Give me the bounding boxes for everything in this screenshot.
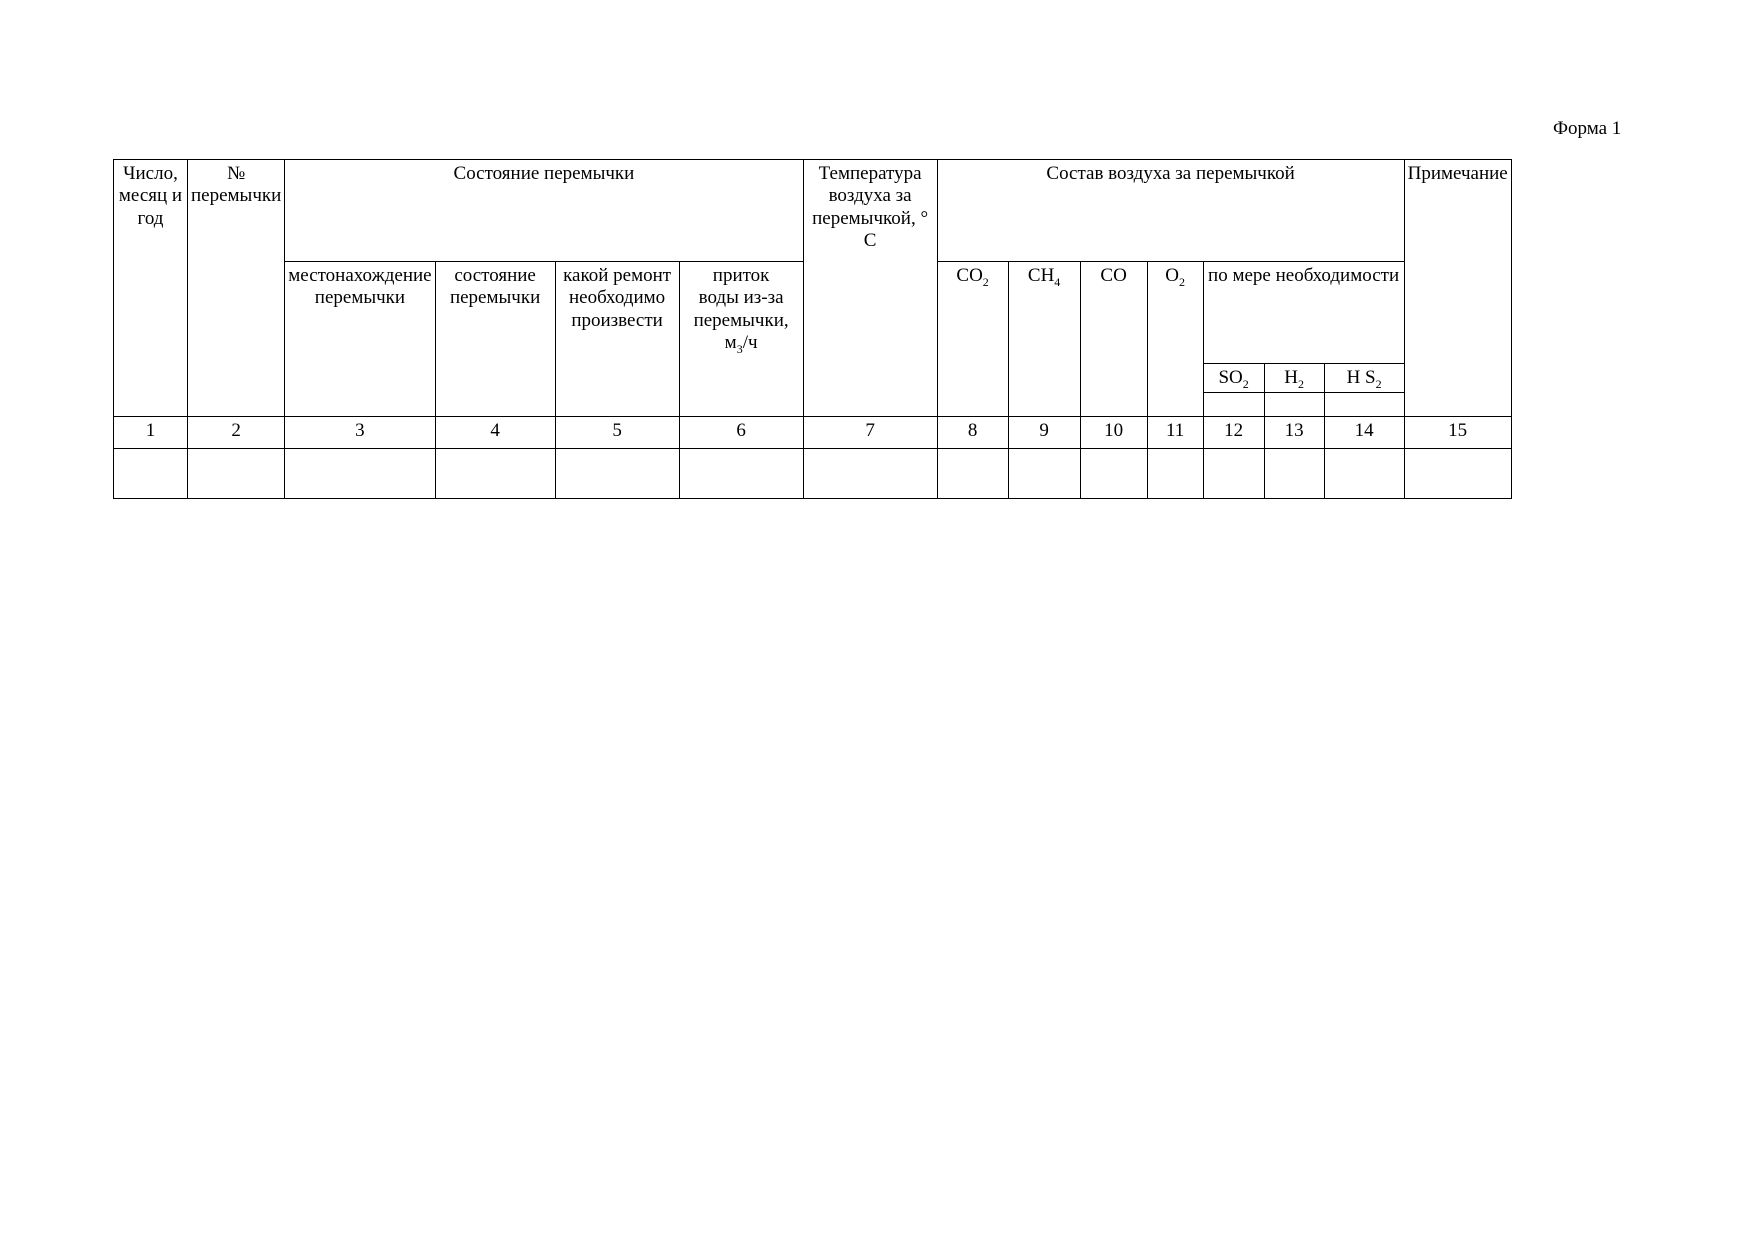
column-number-2: 2 <box>188 416 285 448</box>
h2-label: H <box>1284 367 1298 388</box>
header-group-as-needed: по мере необходимости <box>1203 262 1404 364</box>
water-inflow-unit-tail: /ч <box>742 332 758 354</box>
header-cell-h2 <box>1264 364 1324 393</box>
data-cell-note[interactable] <box>1404 448 1511 498</box>
co2-label: СО <box>956 265 983 286</box>
data-cell-so2[interactable] <box>1203 448 1264 498</box>
column-number-row <box>114 416 1512 448</box>
data-cell-h2[interactable] <box>1264 448 1324 498</box>
ch4-label: СН <box>1027 265 1055 286</box>
h2s-label: H S <box>1346 367 1376 388</box>
data-cell-h2s[interactable] <box>1324 448 1404 498</box>
header-cell-bridge-number: № перемычки <box>188 160 285 417</box>
header-cell-h2s <box>1324 364 1404 393</box>
data-cell-ch4[interactable] <box>1008 448 1080 498</box>
data-cell-repair[interactable] <box>555 448 679 498</box>
header-group-air-composition: Состав воздуха за перемычкой <box>937 160 1404 262</box>
data-cell-co[interactable] <box>1080 448 1147 498</box>
header-spacer-so2 <box>1203 392 1264 416</box>
header-cell-temperature: Температура воздуха за перемычкой, ° С <box>803 160 937 417</box>
column-number-11: 11 <box>1147 416 1203 448</box>
h2-subscript: 2 <box>1297 376 1304 391</box>
column-number-1: 1 <box>114 416 188 448</box>
column-number-14: 14 <box>1324 416 1404 448</box>
header-cell-water-inflow <box>679 262 803 417</box>
header-cell-ch4 <box>1008 262 1080 417</box>
header-cell-co2 <box>937 262 1008 417</box>
o2-subscript: 2 <box>1178 274 1185 289</box>
header-cell-repair: какой ремонт необходимо произвести <box>555 262 679 417</box>
form-table <box>113 159 1512 499</box>
so2-label: SO <box>1218 367 1243 388</box>
water-inflow-unit <box>683 332 800 355</box>
header-cell-co: СО <box>1080 262 1147 417</box>
so2-subscript: 2 <box>1242 376 1249 391</box>
water-inflow-unit-exponent: 3 <box>736 342 743 357</box>
water-inflow-unit-base: м <box>724 332 737 354</box>
co2-subscript: 2 <box>982 274 989 289</box>
column-number-13: 13 <box>1264 416 1324 448</box>
water-inflow-line-2: воды из-за <box>698 287 784 309</box>
o2-label: О <box>1165 265 1179 286</box>
data-cell-temperature[interactable] <box>803 448 937 498</box>
data-cell-water-inflow[interactable] <box>679 448 803 498</box>
header-cell-note: Примечание <box>1404 160 1511 417</box>
data-cell-o2[interactable] <box>1147 448 1203 498</box>
header-cell-so2 <box>1203 364 1264 393</box>
column-number-9: 9 <box>1008 416 1080 448</box>
form-number-label: Форма 1 <box>1553 118 1622 139</box>
h2s-subscript: 2 <box>1375 376 1382 391</box>
column-number-4: 4 <box>435 416 555 448</box>
column-number-3: 3 <box>285 416 435 448</box>
data-cell-condition[interactable] <box>435 448 555 498</box>
column-number-12: 12 <box>1203 416 1264 448</box>
ch4-subscript: 4 <box>1054 274 1061 289</box>
column-number-15: 15 <box>1404 416 1511 448</box>
header-row-1 <box>114 160 1512 262</box>
header-spacer-h2 <box>1264 392 1324 416</box>
header-group-bridge-state: Состояние перемычки <box>285 160 803 262</box>
header-cell-location: местонахождение перемычки <box>285 262 435 417</box>
column-number-6: 6 <box>679 416 803 448</box>
data-cell-bridge-number[interactable] <box>188 448 285 498</box>
data-cell-date[interactable] <box>114 448 188 498</box>
form-table-container <box>113 159 1512 499</box>
water-inflow-line-3: перемычки, <box>693 309 789 331</box>
column-number-8: 8 <box>937 416 1008 448</box>
data-cell-location[interactable] <box>285 448 435 498</box>
water-inflow-line-1: приток <box>712 265 770 286</box>
data-cell-co2[interactable] <box>937 448 1008 498</box>
column-number-10: 10 <box>1080 416 1147 448</box>
header-cell-o2 <box>1147 262 1203 417</box>
header-spacer-h2s <box>1324 392 1404 416</box>
header-cell-date: Число, месяц и год <box>114 160 188 417</box>
header-cell-condition: состояние перемычки <box>435 262 555 417</box>
column-number-5: 5 <box>555 416 679 448</box>
table-row <box>114 448 1512 498</box>
column-number-7: 7 <box>803 416 937 448</box>
